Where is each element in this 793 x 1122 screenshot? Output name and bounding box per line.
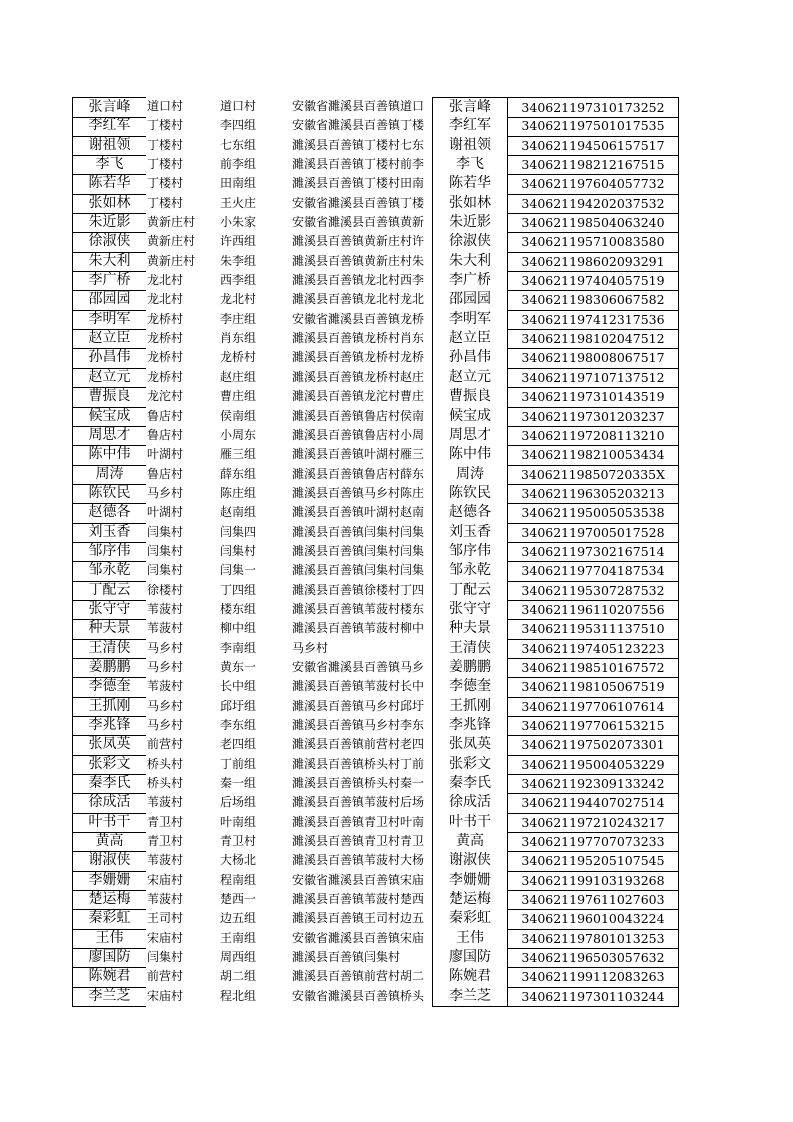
- address-cell: 濉溪县百善镇叶湖村赵南: [292, 505, 425, 520]
- name-cell: 李德奎: [72, 677, 146, 697]
- village-cell: 丁楼村: [147, 137, 184, 152]
- id-number-cell: 340621198602093291: [508, 252, 679, 272]
- name-duplicate-cell: 李明军: [432, 310, 508, 330]
- group-cell: 老四组: [220, 737, 257, 752]
- name-cell: 张言峰: [72, 97, 146, 118]
- address-cell: 濉溪县百善镇龙桥村赵庄: [292, 369, 425, 384]
- name-cell: 邹永乾: [72, 561, 146, 581]
- name-duplicate-cell: 刘玉香: [432, 523, 508, 543]
- name-duplicate-cell: 张如林: [432, 194, 508, 214]
- village-cell: 宋庙村: [147, 872, 184, 887]
- address-cell: 濉溪县百善镇徐楼村丁四: [292, 582, 425, 597]
- address-cell: 安徽省濉溪县百善镇龙桥: [292, 311, 425, 326]
- id-number-cell: 340621197704187534: [508, 561, 679, 581]
- id-number-cell: 340621198105067519: [508, 677, 679, 697]
- address-cell: 濉溪县百善镇龙沱村曹庄: [292, 389, 425, 404]
- name-duplicate-cell: 赵立元: [432, 368, 508, 388]
- name-cell: 李兆锋: [72, 716, 146, 736]
- id-number-cell: 340621194202037532: [508, 194, 679, 214]
- name-duplicate-cell: 赵德各: [432, 503, 508, 523]
- address-cell: 濉溪县百善镇鲁店村侯南: [292, 408, 425, 423]
- name-duplicate-cell: 邹序伟: [432, 542, 508, 562]
- village-cell: 桥头村: [147, 756, 184, 771]
- group-cell: 黄东一: [220, 659, 257, 674]
- name-cell: 廖国防: [72, 948, 146, 968]
- id-number-cell: 340621194506157517: [508, 136, 679, 156]
- address-cell: 濉溪县百善镇前营村胡二: [292, 969, 425, 984]
- group-cell: 西李组: [220, 273, 257, 288]
- village-cell: 丁楼村: [147, 195, 184, 210]
- name-cell: 李明军: [72, 310, 146, 330]
- id-number-cell: 340621197404057519: [508, 271, 679, 291]
- name-duplicate-cell: 徐成活: [432, 793, 508, 813]
- address-cell: 濉溪县百善镇王司村边五: [292, 911, 425, 926]
- id-number-cell: 34062119850720335X: [508, 465, 679, 485]
- address-cell: 濉溪县百善镇闫集村闫集: [292, 543, 425, 558]
- village-cell: 龙桥村: [147, 369, 184, 384]
- name-cell: 赵德各: [72, 503, 146, 523]
- group-cell: 陈庄组: [220, 485, 257, 500]
- group-cell: 周西组: [220, 950, 257, 965]
- address-cell: 濉溪县百善镇前营村老四: [292, 737, 425, 752]
- village-cell: 宋庙村: [147, 930, 184, 945]
- name-cell: 朱大利: [72, 252, 146, 272]
- name-duplicate-cell: 张守守: [432, 600, 508, 620]
- name-duplicate-cell: 李飞: [432, 155, 508, 175]
- address-cell: 濉溪县百善镇鲁店村薛东: [292, 466, 425, 481]
- group-cell: 闫集四: [220, 524, 257, 539]
- group-cell: 薛东组: [220, 466, 257, 481]
- group-cell: 楼东组: [220, 601, 257, 616]
- group-cell: 龙桥村: [220, 350, 257, 365]
- id-number-cell: 340621195311137510: [508, 619, 679, 639]
- group-cell: 闫集村: [220, 543, 257, 558]
- name-cell: 徐成活: [72, 793, 146, 813]
- id-number-cell: 340621197301203237: [508, 407, 679, 427]
- name-duplicate-cell: 周思才: [432, 426, 508, 446]
- name-cell: 邵园园: [72, 290, 146, 310]
- village-cell: 王司村: [147, 911, 184, 926]
- group-cell: 田南组: [220, 176, 257, 191]
- id-number-cell: 340621197310173252: [508, 97, 679, 118]
- id-number-cell: 340621195710083580: [508, 232, 679, 252]
- name-duplicate-cell: 秦李氏: [432, 774, 508, 794]
- name-cell: 赵立臣: [72, 329, 146, 349]
- name-duplicate-cell: 张言峰: [432, 97, 508, 118]
- address-cell: 濉溪县百善镇鲁店村小周: [292, 427, 425, 442]
- address-cell: 安徽省濉溪县百善镇马乡: [292, 659, 425, 674]
- name-cell: 秦彩虹: [72, 909, 146, 929]
- name-duplicate-cell: 李兰芝: [432, 987, 508, 1007]
- name-duplicate-cell: 邹永乾: [432, 561, 508, 581]
- name-cell: 丁配云: [72, 581, 146, 601]
- id-number-cell: 340621195307287532: [508, 581, 679, 601]
- id-number-cell: 340621197405123223: [508, 639, 679, 659]
- village-cell: 黄新庄村: [147, 234, 196, 249]
- id-number-cell: 340621197501017535: [508, 116, 679, 136]
- id-number-cell: 340621197210243217: [508, 813, 679, 833]
- id-number-cell: 340621196110207556: [508, 600, 679, 620]
- address-cell: 濉溪县百善镇闫集村闫集: [292, 524, 425, 539]
- id-number-cell: 340621198306067582: [508, 290, 679, 310]
- name-cell: 邹序伟: [72, 542, 146, 562]
- name-cell: 李姗姗: [72, 871, 146, 891]
- village-cell: 龙北村: [147, 273, 184, 288]
- group-cell: 王南组: [220, 930, 257, 945]
- group-cell: 李庄组: [220, 311, 257, 326]
- village-cell: 苇菠村: [147, 679, 184, 694]
- name-duplicate-cell: 朱近影: [432, 213, 508, 233]
- address-cell: 濉溪县百善镇苇菠村后场: [292, 795, 425, 810]
- group-cell: 前李组: [220, 157, 257, 172]
- name-cell: 张彩文: [72, 755, 146, 775]
- id-number-cell: 340621197502073301: [508, 735, 679, 755]
- address-cell: 濉溪县百善镇马乡村邱圩: [292, 698, 425, 713]
- name-duplicate-cell: 楚运梅: [432, 890, 508, 910]
- name-cell: 徐淑侠: [72, 232, 146, 252]
- name-duplicate-cell: 曹振良: [432, 387, 508, 407]
- name-duplicate-cell: 丁配云: [432, 581, 508, 601]
- group-cell: 叶南组: [220, 814, 257, 829]
- group-cell: 柳中组: [220, 621, 257, 636]
- name-duplicate-cell: 周涛: [432, 465, 508, 485]
- village-cell: 青卫村: [147, 814, 184, 829]
- group-cell: 李南组: [220, 640, 257, 655]
- group-cell: 小朱家: [220, 215, 257, 230]
- village-cell: 鲁店村: [147, 466, 184, 481]
- group-cell: 秦一组: [220, 776, 257, 791]
- village-cell: 徐楼村: [147, 582, 184, 597]
- name-cell: 陈中伟: [72, 445, 146, 465]
- address-cell: 安徽省濉溪县百善镇桥头: [292, 988, 425, 1003]
- address-cell: 濉溪县百善镇苇菠村楼东: [292, 601, 425, 616]
- group-cell: 程南组: [220, 872, 257, 887]
- address-cell: 濉溪县百善镇苇菠村大杨: [292, 853, 425, 868]
- name-cell: 王伟: [72, 929, 146, 949]
- name-duplicate-cell: 陈婉君: [432, 967, 508, 987]
- name-duplicate-cell: 叶书干: [432, 813, 508, 833]
- name-cell: 张如林: [72, 194, 146, 214]
- address-cell: 濉溪县百善镇苇菠村长中: [292, 679, 425, 694]
- group-cell: 侯南组: [220, 408, 257, 423]
- name-duplicate-cell: 李德奎: [432, 677, 508, 697]
- village-cell: 丁楼村: [147, 118, 184, 133]
- address-cell: 濉溪县百善镇桥头村秦一: [292, 776, 425, 791]
- group-cell: 青卫村: [220, 834, 257, 849]
- address-cell: 安徽省濉溪县百善镇丁楼: [292, 195, 425, 210]
- address-cell: 濉溪县百善镇黄新庄村许: [292, 234, 425, 249]
- name-cell: 叶书干: [72, 813, 146, 833]
- group-cell: 胡二组: [220, 969, 257, 984]
- village-cell: 闫集村: [147, 524, 184, 539]
- address-cell: 濉溪县百善镇马乡村李东: [292, 718, 425, 732]
- name-cell: 黄高: [72, 832, 146, 852]
- group-cell: 边五组: [220, 911, 257, 926]
- village-cell: 苇菠村: [147, 621, 184, 636]
- group-cell: 李东组: [220, 718, 257, 732]
- name-duplicate-cell: 谢淑侠: [432, 851, 508, 871]
- name-cell: 周涛: [72, 465, 146, 485]
- address-cell: 濉溪县百善镇龙桥村肖东: [292, 331, 425, 346]
- id-number-cell: 340621199103193268: [508, 871, 679, 891]
- group-cell: 赵庄组: [220, 369, 257, 384]
- group-cell: 长中组: [220, 679, 257, 694]
- id-number-cell: 340621195005053538: [508, 503, 679, 523]
- village-cell: 苇菠村: [147, 853, 184, 868]
- address-cell: 濉溪县百善镇青卫村青卫: [292, 834, 425, 849]
- village-cell: 马乡村: [147, 640, 184, 655]
- id-number-cell: 340621197611027603: [508, 890, 679, 910]
- village-cell: 鲁店村: [147, 427, 184, 442]
- village-cell: 黄新庄村: [147, 253, 196, 268]
- group-cell: 王火庄: [220, 195, 257, 210]
- id-number-cell: 340621198212167515: [508, 155, 679, 175]
- village-cell: 龙北村: [147, 292, 184, 307]
- group-cell: 大杨北: [220, 853, 257, 868]
- name-cell: 刘玉香: [72, 523, 146, 543]
- name-duplicate-cell: 邵园园: [432, 290, 508, 310]
- name-duplicate-cell: 赵立臣: [432, 329, 508, 349]
- village-cell: 桥头村: [147, 776, 184, 791]
- name-cell: 秦李氏: [72, 774, 146, 794]
- village-cell: 龙桥村: [147, 331, 184, 346]
- id-number-cell: 340621197310143519: [508, 387, 679, 407]
- address-cell: 濉溪县百善镇闫集村: [292, 950, 401, 965]
- name-duplicate-cell: 黄高: [432, 832, 508, 852]
- village-cell: 丁楼村: [147, 157, 184, 172]
- name-duplicate-cell: 朱大利: [432, 252, 508, 272]
- name-duplicate-cell: 孙昌伟: [432, 348, 508, 368]
- name-cell: 楚运梅: [72, 890, 146, 910]
- address-cell: 濉溪县百善镇青卫村叶南: [292, 814, 425, 829]
- id-number-cell: 340621196503057632: [508, 948, 679, 968]
- id-number-cell: 340621198510167572: [508, 658, 679, 678]
- name-cell: 赵立元: [72, 368, 146, 388]
- name-cell: 曹振良: [72, 387, 146, 407]
- group-cell: 肖东组: [220, 331, 257, 346]
- name-duplicate-cell: 谢祖领: [432, 136, 508, 156]
- village-cell: 道口村: [147, 99, 184, 113]
- name-cell: 谢淑侠: [72, 851, 146, 871]
- group-cell: 小周东: [220, 427, 257, 442]
- address-cell: 濉溪县百善镇黄新庄村朱: [292, 253, 425, 268]
- village-cell: 前营村: [147, 969, 184, 984]
- id-number-cell: 340621195205107545: [508, 851, 679, 871]
- name-cell: 朱近影: [72, 213, 146, 233]
- address-cell: 濉溪县百善镇叶湖村雁三: [292, 447, 425, 462]
- name-duplicate-cell: 陈钦民: [432, 484, 508, 504]
- name-cell: 周思才: [72, 426, 146, 446]
- name-cell: 种夫景: [72, 619, 146, 639]
- village-cell: 闫集村: [147, 950, 184, 965]
- village-cell: 黄新庄村: [147, 215, 196, 230]
- id-number-cell: 340621197107137512: [508, 368, 679, 388]
- address-cell: 安徽省濉溪县百善镇黄新: [292, 215, 425, 230]
- id-number-cell: 340621198102047512: [508, 329, 679, 349]
- id-number-cell: 340621197706153215: [508, 716, 679, 736]
- village-cell: 马乡村: [147, 485, 184, 500]
- id-number-cell: 340621197412317536: [508, 310, 679, 330]
- group-cell: 程北组: [220, 988, 257, 1003]
- id-number-cell: 340621198210053434: [508, 445, 679, 465]
- name-cell: 王抓刚: [72, 697, 146, 717]
- village-cell: 龙桥村: [147, 311, 184, 326]
- group-cell: 李四组: [220, 118, 257, 133]
- name-duplicate-cell: 王抓刚: [432, 697, 508, 717]
- name-cell: 李飞: [72, 155, 146, 175]
- group-cell: 后场组: [220, 795, 257, 810]
- village-cell: 龙桥村: [147, 350, 184, 365]
- village-cell: 苇菠村: [147, 795, 184, 810]
- name-cell: 陈钦民: [72, 484, 146, 504]
- name-duplicate-cell: 李红军: [432, 116, 508, 136]
- village-cell: 叶湖村: [147, 447, 184, 462]
- village-cell: 丁楼村: [147, 176, 184, 191]
- group-cell: 七东组: [220, 137, 257, 152]
- group-cell: 雁三组: [220, 447, 257, 462]
- address-cell: 濉溪县百善镇闫集村闫集: [292, 563, 425, 578]
- id-number-cell: 340621197604057732: [508, 174, 679, 194]
- name-duplicate-cell: 李兆锋: [432, 716, 508, 736]
- address-cell: 濉溪县百善镇丁楼村前李: [292, 157, 425, 172]
- name-duplicate-cell: 王清侠: [432, 639, 508, 659]
- id-number-cell: 340621197302167514: [508, 542, 679, 562]
- address-cell: 濉溪县百善镇苇菠村柳中: [292, 621, 425, 636]
- name-cell: 孙昌伟: [72, 348, 146, 368]
- id-number-cell: 340621197707073233: [508, 832, 679, 852]
- group-cell: 邱圩组: [220, 698, 257, 713]
- id-number-cell: 340621197208113210: [508, 426, 679, 446]
- address-cell: 濉溪县百善镇丁楼村田南: [292, 176, 425, 191]
- address-cell: 安徽省濉溪县百善镇道口: [292, 99, 425, 113]
- group-cell: 赵南组: [220, 505, 257, 520]
- village-cell: 闫集村: [147, 543, 184, 558]
- village-cell: 闫集村: [147, 563, 184, 578]
- village-cell: 苇菠村: [147, 601, 184, 616]
- group-cell: 朱李组: [220, 253, 257, 268]
- address-cell: 濉溪县百善镇龙北村西李: [292, 273, 425, 288]
- group-cell: 曹庄组: [220, 389, 257, 404]
- name-duplicate-cell: 候宝成: [432, 407, 508, 427]
- id-number-cell: 340621197706107614: [508, 697, 679, 717]
- village-cell: 鲁店村: [147, 408, 184, 423]
- name-duplicate-cell: 王伟: [432, 929, 508, 949]
- name-cell: 张守守: [72, 600, 146, 620]
- name-cell: 姜鹏鹏: [72, 658, 146, 678]
- id-number-cell: 340621198504063240: [508, 213, 679, 233]
- name-cell: 李兰芝: [72, 987, 146, 1007]
- id-number-cell: 340621198008067517: [508, 348, 679, 368]
- name-duplicate-cell: 徐淑侠: [432, 232, 508, 252]
- address-cell: 马乡村: [292, 640, 329, 655]
- id-number-cell: 340621197301103244: [508, 987, 679, 1007]
- id-number-cell: 340621199112083263: [508, 967, 679, 987]
- name-cell: 李广桥: [72, 271, 146, 291]
- village-cell: 马乡村: [147, 698, 184, 713]
- address-cell: 濉溪县百善镇桥头村丁前: [292, 756, 425, 771]
- name-cell: 候宝成: [72, 407, 146, 427]
- address-cell: 濉溪县百善镇龙桥村龙桥: [292, 350, 425, 365]
- name-cell: 王清侠: [72, 639, 146, 659]
- name-cell: 李红军: [72, 116, 146, 136]
- address-cell: 濉溪县百善镇马乡村陈庄: [292, 485, 425, 500]
- name-duplicate-cell: 陈若华: [432, 174, 508, 194]
- name-duplicate-cell: 姜鹏鹏: [432, 658, 508, 678]
- name-duplicate-cell: 李姗姗: [432, 871, 508, 891]
- name-cell: 陈婉君: [72, 967, 146, 987]
- name-duplicate-cell: 秦彩虹: [432, 909, 508, 929]
- name-duplicate-cell: 廖国防: [432, 948, 508, 968]
- village-cell: 龙沱村: [147, 389, 184, 404]
- name-duplicate-cell: 张彩文: [432, 755, 508, 775]
- group-cell: 楚西一: [220, 892, 257, 907]
- group-cell: 龙北村: [220, 292, 257, 307]
- name-cell: 张凤英: [72, 735, 146, 755]
- village-cell: 宋庙村: [147, 988, 184, 1003]
- name-cell: 谢祖领: [72, 136, 146, 156]
- name-duplicate-cell: 种夫景: [432, 619, 508, 639]
- name-duplicate-cell: 李广桥: [432, 271, 508, 291]
- address-cell: 安徽省濉溪县百善镇丁楼: [292, 118, 425, 133]
- group-cell: 许西组: [220, 234, 257, 249]
- village-cell: 苇菠村: [147, 892, 184, 907]
- id-number-cell: 340621196305203213: [508, 484, 679, 504]
- group-cell: 丁前组: [220, 756, 257, 771]
- id-number-cell: 340621195004053229: [508, 755, 679, 775]
- id-number-cell: 340621196010043224: [508, 909, 679, 929]
- id-number-cell: 340621192309133242: [508, 774, 679, 794]
- village-cell: 前营村: [147, 737, 184, 752]
- address-cell: 濉溪县百善镇龙北村龙北: [292, 292, 425, 307]
- address-cell: 安徽省濉溪县百善镇宋庙: [292, 930, 425, 945]
- village-cell: 叶湖村: [147, 505, 184, 520]
- id-number-cell: 340621197801013253: [508, 929, 679, 949]
- name-cell: 陈若华: [72, 174, 146, 194]
- id-number-cell: 340621197005017528: [508, 523, 679, 543]
- name-duplicate-cell: 陈中伟: [432, 445, 508, 465]
- name-duplicate-cell: 张凤英: [432, 735, 508, 755]
- group-cell: 闫集一: [220, 563, 257, 578]
- village-cell: 马乡村: [147, 718, 184, 732]
- address-cell: 濉溪县百善镇苇菠村楚西: [292, 892, 425, 907]
- address-cell: 濉溪县百善镇丁楼村七东: [292, 137, 425, 152]
- id-number-cell: 340621194407027514: [508, 793, 679, 813]
- address-cell: 安徽省濉溪县百善镇宋庙: [292, 872, 425, 887]
- group-cell: 丁四组: [220, 582, 257, 597]
- village-cell: 马乡村: [147, 659, 184, 674]
- village-cell: 青卫村: [147, 834, 184, 849]
- group-cell: 道口村: [220, 99, 257, 113]
